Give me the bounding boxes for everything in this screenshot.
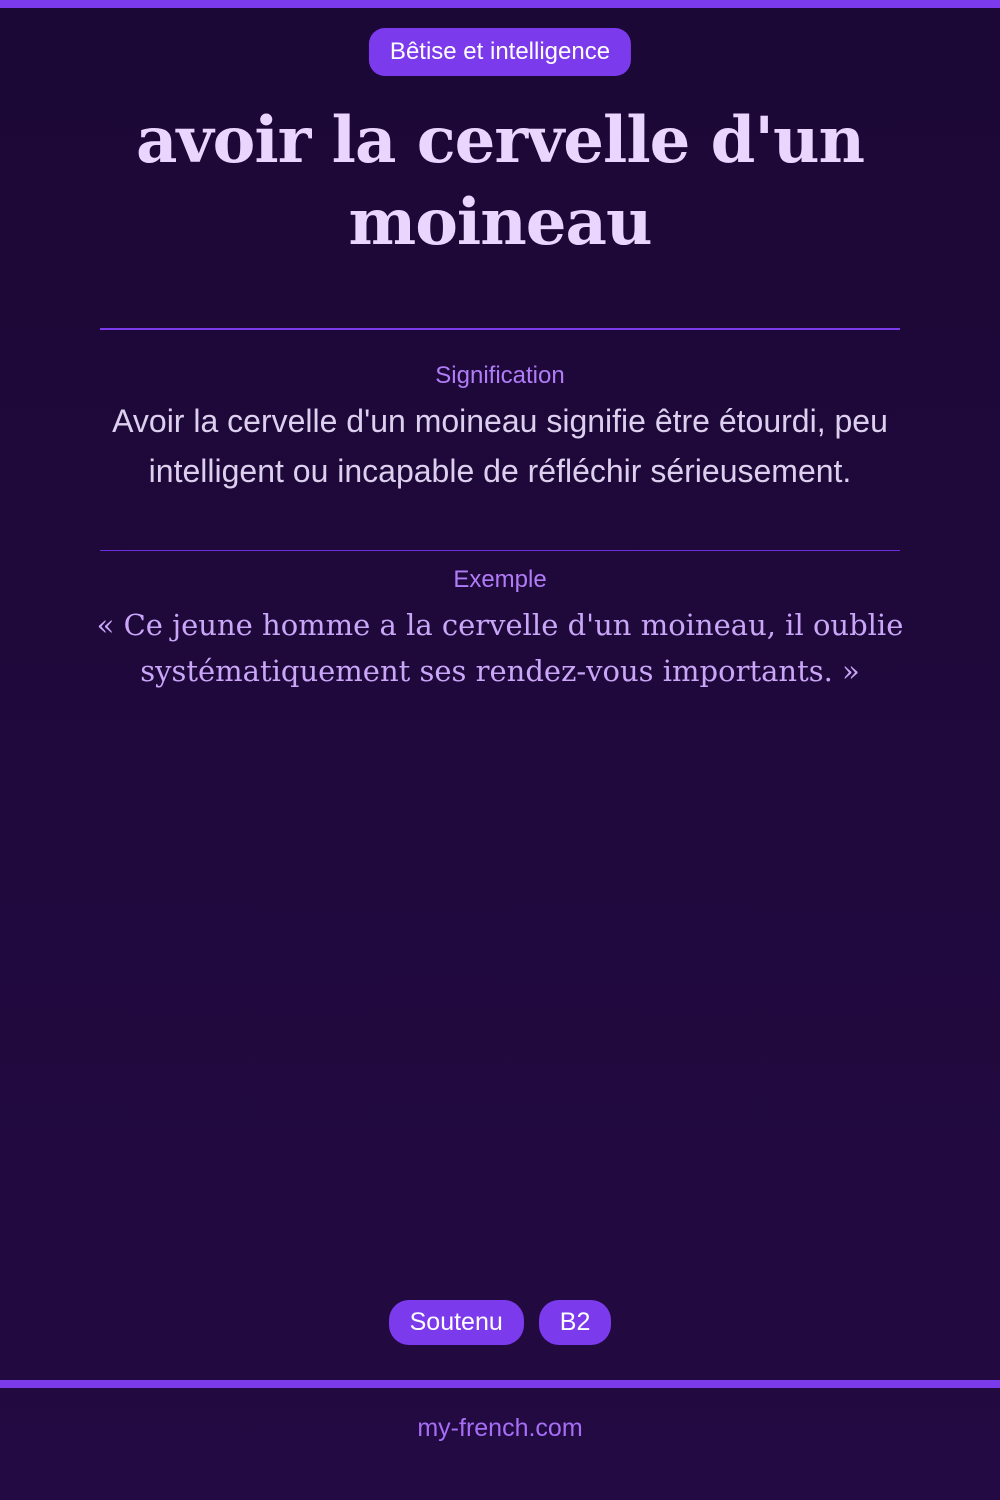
level-tag: B2 <box>539 1300 612 1345</box>
category-badge: Bêtise et intelligence <box>369 28 631 76</box>
expression-title: avoir la cervelle d'un moineau <box>135 103 865 260</box>
site-footer: my-french.com <box>417 1414 583 1442</box>
example-text: « Ce jeune homme a la cervelle d'un moineau, il oublie systématiquement ses rendez-vous importants. » <box>96 608 904 688</box>
meaning-label: Signification <box>435 362 565 389</box>
register-tag: Soutenu <box>389 1300 524 1345</box>
tag-list <box>0 1300 1000 1345</box>
title-divider <box>100 328 900 330</box>
section-divider <box>100 550 900 551</box>
example-label: Exemple <box>453 566 547 593</box>
bottom-accent-bar <box>0 1380 1000 1388</box>
top-accent-bar <box>0 0 1000 8</box>
meaning-text: Avoir la cervelle d'un moineau signifie être étourdi, peu intelligent ou incapable de réfléchir sérieusement. <box>112 403 888 489</box>
